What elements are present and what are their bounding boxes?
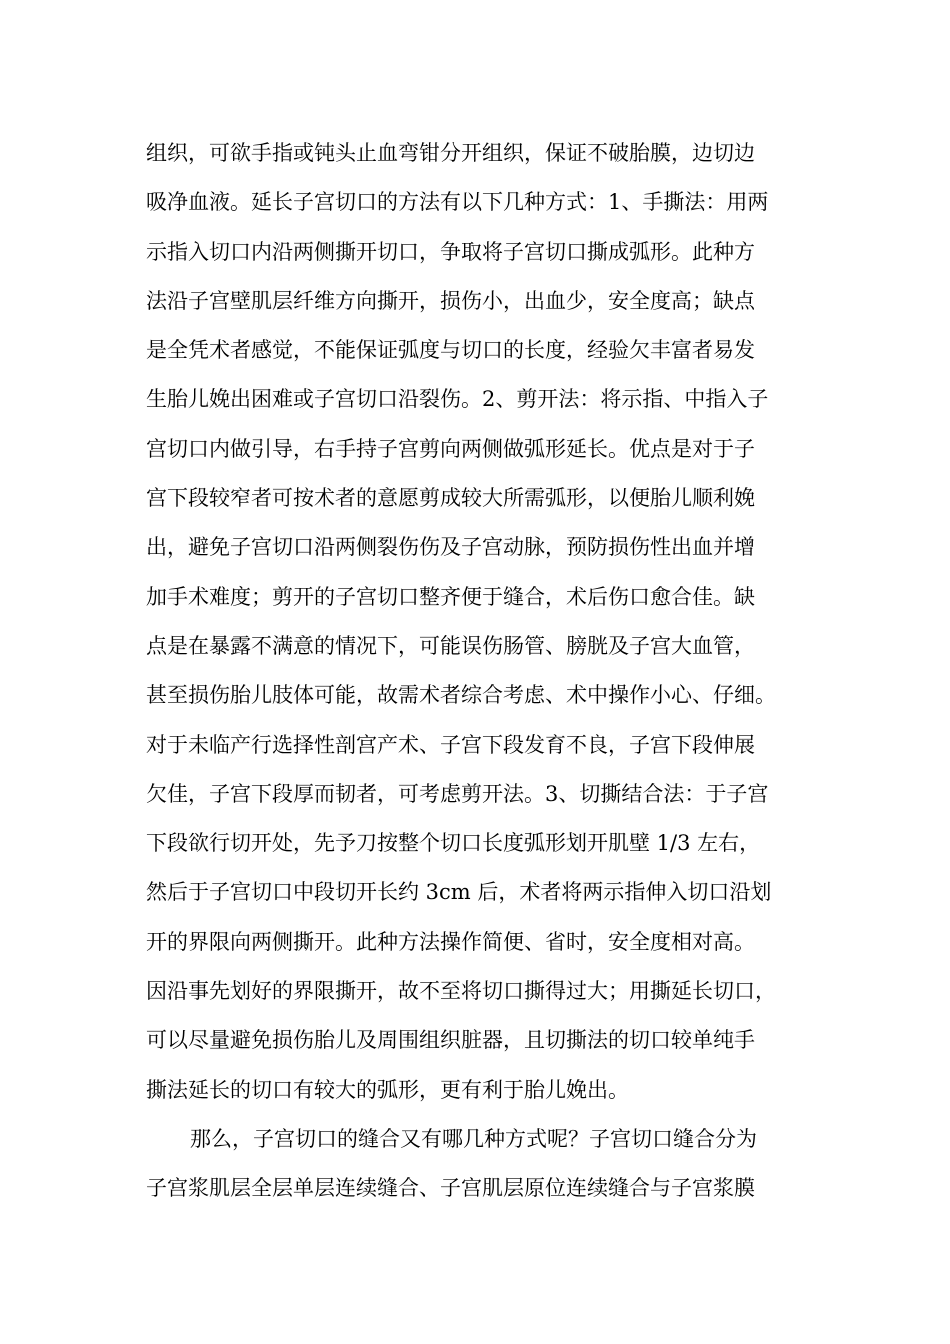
text-line: 因沿事先划好的界限撕开，故不至将切口撕得过大；用撕延长切口，	[146, 979, 776, 1004]
text-line: 宫下段较窄者可按术者的意愿剪成较大所需弧形，以便胎儿顺利娩	[146, 486, 755, 511]
text-line: 开的界限向两侧撕开。此种方法操作简便、省时，安全度相对高。	[146, 929, 755, 954]
text-line: 下段欲行切开处，先予刀按整个切口长度弧形划开肌壁 1/3 左右，	[146, 831, 761, 856]
text-line: 出，避免子宫切口沿两侧裂伤伤及子宫动脉，预防损伤性出血并增	[146, 535, 755, 560]
text-line: 宫切口内做引导，右手持子宫剪向两侧做弧形延长。优点是对于子	[146, 436, 755, 461]
text-line: 然后于子宫切口中段切开长约 3cm 后，术者将两示指伸入切口沿划	[146, 880, 772, 905]
text-line: 甚至损伤胎儿肢体可能，故需术者综合考虑、术中操作小心、仔细。	[146, 683, 776, 708]
text-line: 对于未临产行选择性剖宫产术、子宫下段发育不良，子宫下段伸展	[146, 732, 755, 757]
text-line: 吸净血液。延长子宫切口的方法有以下几种方式：1、手撕法：用两	[146, 190, 769, 215]
text-line: 示指入切口内沿两侧撕开切口，争取将子宫切口撕成弧形。此种方	[146, 239, 755, 264]
text-line: 法沿子宫壁肌层纤维方向撕开，损伤小，出血少，安全度高；缺点	[146, 288, 755, 313]
text-line: 组织，可欲手指或钝头止血弯钳分开组织，保证不破胎膜，边切边	[146, 141, 755, 165]
text-line: 是全凭术者感觉，不能保证弧度与切口的长度，经验欠丰富者易发	[146, 338, 755, 363]
text-line: 点是在暴露不满意的情况下，可能误伤肠管、膀胱及子宫大血管，	[146, 633, 755, 658]
document-body	[146, 129, 836, 1214]
text-line: 欠佳，子宫下段厚而韧者，可考虑剪开法。3、切撕结合法：于子宫	[146, 781, 769, 806]
text-line: 撕法延长的切口有较大的弧形，更有利于胎儿娩出。	[146, 1077, 629, 1102]
paragraph-start-line: 那么，子宫切口的缝合又有哪几种方式呢？子宫切口缝合分为	[190, 1126, 757, 1151]
text-line: 加手术难度；剪开的子宫切口整齐便于缝合，术后伤口愈合佳。缺	[146, 584, 755, 609]
text-line: 生胎儿娩出困难或子宫切口沿裂伤。2、剪开法：将示指、中指入子	[146, 387, 769, 412]
text-line: 可以尽量避免损伤胎儿及周围组织脏器，且切撕法的切口较单纯手	[146, 1028, 755, 1053]
text-line: 子宫浆肌层全层单层连续缝合、子宫肌层原位连续缝合与子宫浆膜	[146, 1176, 755, 1201]
